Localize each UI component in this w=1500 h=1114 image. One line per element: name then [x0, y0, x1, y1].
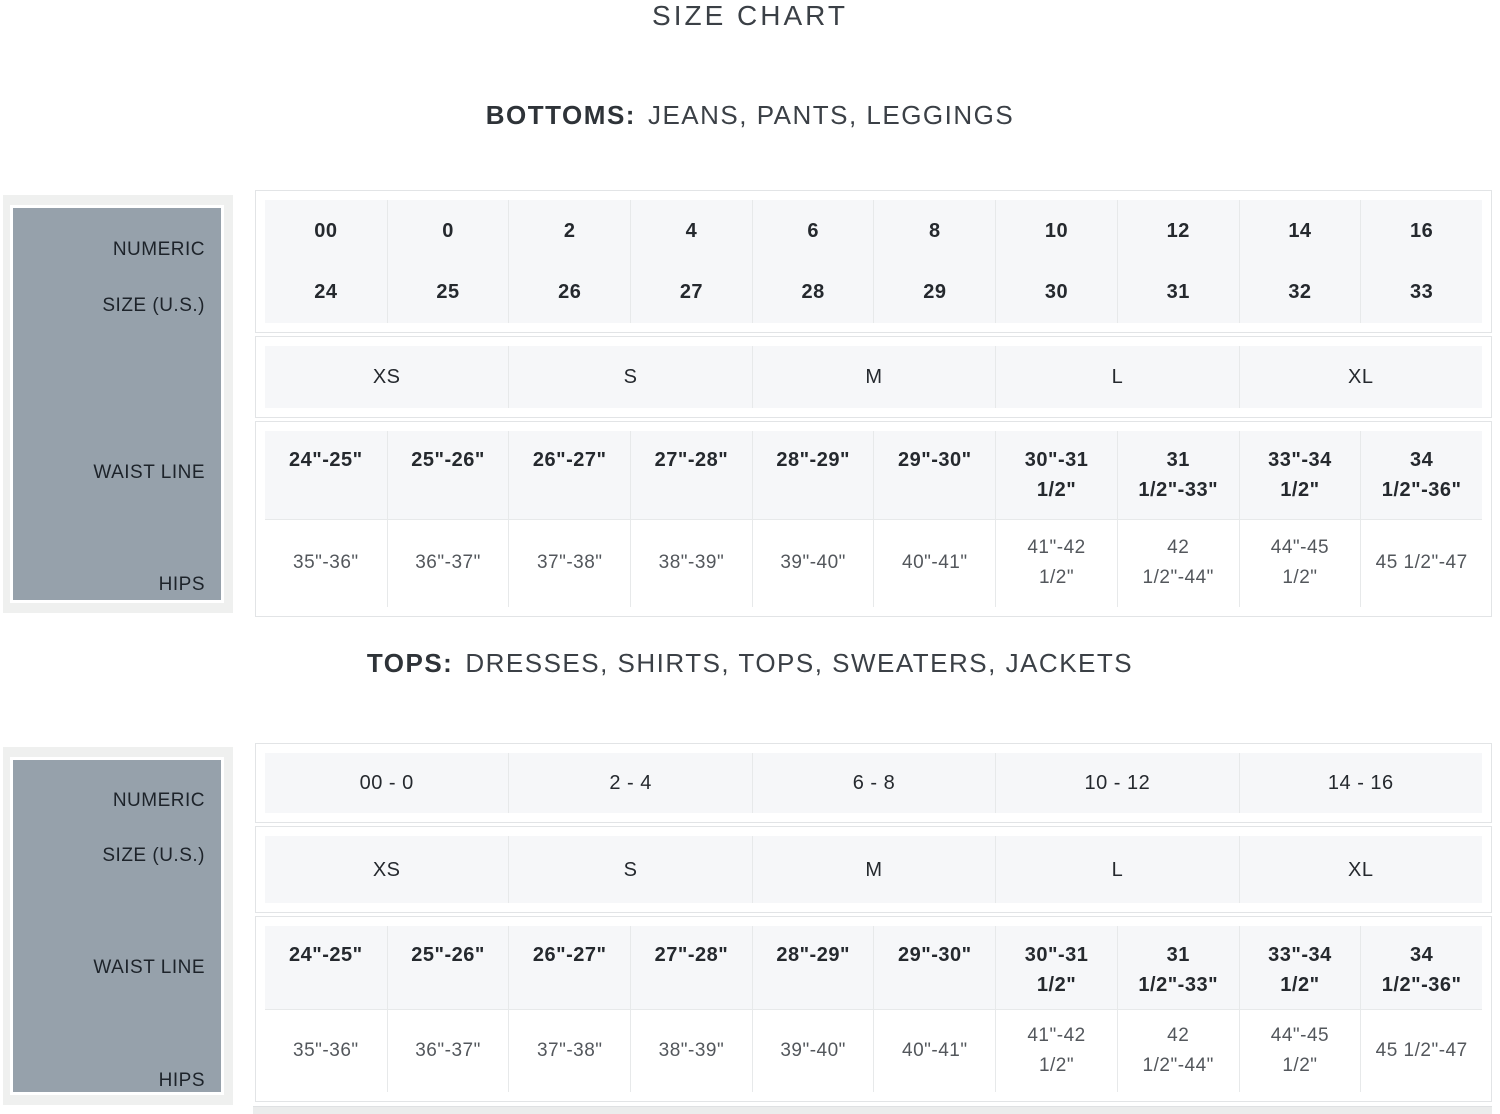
hips-cell: 44"-45 1/2"	[1239, 1010, 1361, 1093]
waist-line-cell: 29"-30"	[873, 431, 995, 519]
bottoms-row-header-box	[10, 205, 224, 603]
inch-size-value: 26	[558, 281, 582, 304]
numeric-size-value: 4	[685, 219, 698, 242]
tops-row-header-frame	[3, 747, 233, 1105]
bottoms-row-label-waist-line: WAIST LINE	[93, 462, 205, 483]
numeric-size-value: 00	[314, 219, 338, 242]
hips-cell: 37"-38"	[508, 520, 630, 608]
letter-size-cell: L	[995, 836, 1238, 903]
waist-line-cell: 24"-25"	[265, 926, 387, 1009]
waist-line-cell: 27"-28"	[630, 926, 752, 1009]
numeric-size-value: 0	[442, 219, 454, 242]
numeric-size-range-cell: 14 - 16	[1239, 753, 1482, 813]
tops-waist-line-row	[265, 926, 1482, 1009]
numeric-size-cell	[508, 200, 630, 323]
waist-line-cell: 31 1/2"-33"	[1117, 431, 1239, 519]
inch-size-value: 32	[1288, 281, 1312, 304]
waist-line-cell: 28"-29"	[752, 431, 874, 519]
tops-heading-items: DRESSES, SHIRTS, TOPS, SWEATERS, JACKETS	[465, 648, 1134, 678]
numeric-size-cell	[630, 200, 752, 323]
bottoms-numeric-size-panel	[255, 190, 1492, 333]
waist-line-cell: 25"-26"	[387, 431, 509, 519]
bottoms-letter-size-row	[265, 346, 1482, 408]
hips-cell: 36"-37"	[387, 1010, 509, 1093]
inch-size-value: 30	[1044, 281, 1069, 304]
bottoms-row-label-numeric: NUMERIC	[112, 239, 205, 260]
numeric-size-range-cell: 10 - 12	[995, 753, 1238, 813]
cutoff-next-panel-strip	[253, 1106, 1492, 1114]
waist-line-cell: 29"-30"	[873, 926, 995, 1009]
waist-line-cell: 27"-28"	[630, 431, 752, 519]
bottoms-measurements-panel	[255, 421, 1492, 617]
bottoms-measurement-rows	[265, 431, 1482, 607]
numeric-size-cell	[752, 200, 874, 323]
letter-size-cell: S	[508, 346, 751, 408]
bottoms-row-label-size-us: SIZE (U.S.)	[102, 295, 205, 316]
hips-cell: 37"-38"	[508, 1010, 630, 1093]
inch-size-value: 33	[1410, 281, 1434, 304]
hips-cell: 35"-36"	[265, 520, 387, 608]
waist-line-cell: 34 1/2"-36"	[1360, 431, 1482, 519]
tops-row-label-numeric: NUMERIC	[112, 790, 205, 811]
tops-measurements-panel	[255, 916, 1492, 1102]
hips-cell: 45 1/2"-47	[1360, 520, 1482, 608]
numeric-size-cell	[873, 200, 995, 323]
waist-line-cell: 24"-25"	[265, 431, 387, 519]
waist-line-cell: 28"-29"	[752, 926, 874, 1009]
numeric-size-cell	[387, 200, 509, 323]
numeric-size-value: 10	[1044, 219, 1069, 242]
hips-cell: 35"-36"	[265, 1010, 387, 1093]
hips-cell: 42 1/2"-44"	[1117, 1010, 1239, 1093]
letter-size-cell: XS	[265, 836, 508, 903]
bottoms-row-label-hips: HIPS	[158, 574, 205, 595]
tops-heading-label: TOPS:	[366, 648, 454, 678]
waist-line-cell: 31 1/2"-33"	[1117, 926, 1239, 1009]
hips-cell: 38"-39"	[630, 1010, 752, 1093]
letter-size-cell: XS	[265, 346, 508, 408]
bottoms-waist-line-row	[265, 431, 1482, 519]
hips-cell: 41"-42 1/2"	[995, 520, 1117, 608]
tops-numeric-size-panel	[255, 743, 1492, 823]
numeric-size-range-cell: 6 - 8	[752, 753, 995, 813]
hips-cell: 44"-45 1/2"	[1239, 520, 1361, 608]
numeric-size-cell	[265, 200, 387, 323]
hips-cell: 36"-37"	[387, 520, 509, 608]
inch-size-value: 27	[679, 281, 704, 304]
waist-line-cell: 33"-34 1/2"	[1239, 431, 1361, 519]
letter-size-cell: XL	[1239, 346, 1482, 408]
hips-cell: 40"-41"	[873, 1010, 995, 1093]
inch-size-value: 25	[436, 281, 460, 304]
hips-cell: 42 1/2"-44"	[1117, 520, 1239, 608]
waist-line-cell: 30"-31 1/2"	[995, 431, 1117, 519]
numeric-size-cell	[995, 200, 1117, 323]
bottoms-hips-row	[265, 519, 1482, 608]
bottoms-numeric-size-row	[265, 200, 1482, 323]
numeric-size-value: 16	[1410, 219, 1434, 242]
numeric-size-cell	[1117, 200, 1239, 323]
waist-line-cell: 30"-31 1/2"	[995, 926, 1117, 1009]
numeric-size-value: 12	[1166, 219, 1190, 242]
numeric-size-cell	[1360, 200, 1482, 323]
hips-cell: 39"-40"	[752, 520, 874, 608]
inch-size-value: 29	[923, 281, 947, 304]
tops-hips-row	[265, 1009, 1482, 1093]
letter-size-cell: S	[508, 836, 751, 903]
numeric-size-value: 8	[929, 219, 941, 242]
tops-row-label-hips: HIPS	[158, 1070, 205, 1091]
numeric-size-range-cell: 2 - 4	[508, 753, 751, 813]
waist-line-cell: 25"-26"	[387, 926, 509, 1009]
tops-row-label-waist-line: WAIST LINE	[93, 957, 205, 978]
tops-row-header-box	[10, 757, 224, 1095]
numeric-size-value: 14	[1288, 219, 1312, 242]
waist-line-cell: 34 1/2"-36"	[1360, 926, 1482, 1009]
letter-size-cell: M	[752, 346, 995, 408]
letter-size-cell: L	[995, 346, 1238, 408]
hips-cell: 40"-41"	[873, 520, 995, 608]
bottoms-heading	[0, 100, 1500, 130]
bottoms-heading-items: JEANS, PANTS, LEGGINGS	[647, 100, 1015, 130]
tops-measurement-rows	[265, 926, 1482, 1092]
tops-letter-size-panel	[255, 826, 1492, 913]
tops-numeric-size-row	[265, 753, 1482, 813]
tops-heading	[0, 648, 1500, 678]
numeric-size-cell	[1239, 200, 1361, 323]
numeric-size-value: 6	[807, 219, 819, 242]
hips-cell: 38"-39"	[630, 520, 752, 608]
hips-cell: 39"-40"	[752, 1010, 874, 1093]
bottoms-heading-label: BOTTOMS:	[485, 100, 636, 130]
tops-row-label-size-us: SIZE (U.S.)	[102, 845, 205, 866]
bottoms-letter-size-panel	[255, 336, 1492, 418]
numeric-size-range-cell: 00 - 0	[265, 753, 508, 813]
waist-line-cell: 26"-27"	[508, 431, 630, 519]
inch-size-value: 28	[801, 281, 825, 304]
inch-size-value: 31	[1166, 281, 1190, 304]
waist-line-cell: 33"-34 1/2"	[1239, 926, 1361, 1009]
letter-size-cell: M	[752, 836, 995, 903]
letter-size-cell: XL	[1239, 836, 1482, 903]
bottoms-row-header-frame	[3, 195, 233, 613]
hips-cell: 45 1/2"-47	[1360, 1010, 1482, 1093]
hips-cell: 41"-42 1/2"	[995, 1010, 1117, 1093]
inch-size-value: 24	[314, 281, 338, 304]
numeric-size-value: 2	[563, 219, 576, 242]
waist-line-cell: 26"-27"	[508, 926, 630, 1009]
page-title: SIZE CHART	[652, 0, 848, 31]
tops-letter-size-row	[265, 836, 1482, 903]
